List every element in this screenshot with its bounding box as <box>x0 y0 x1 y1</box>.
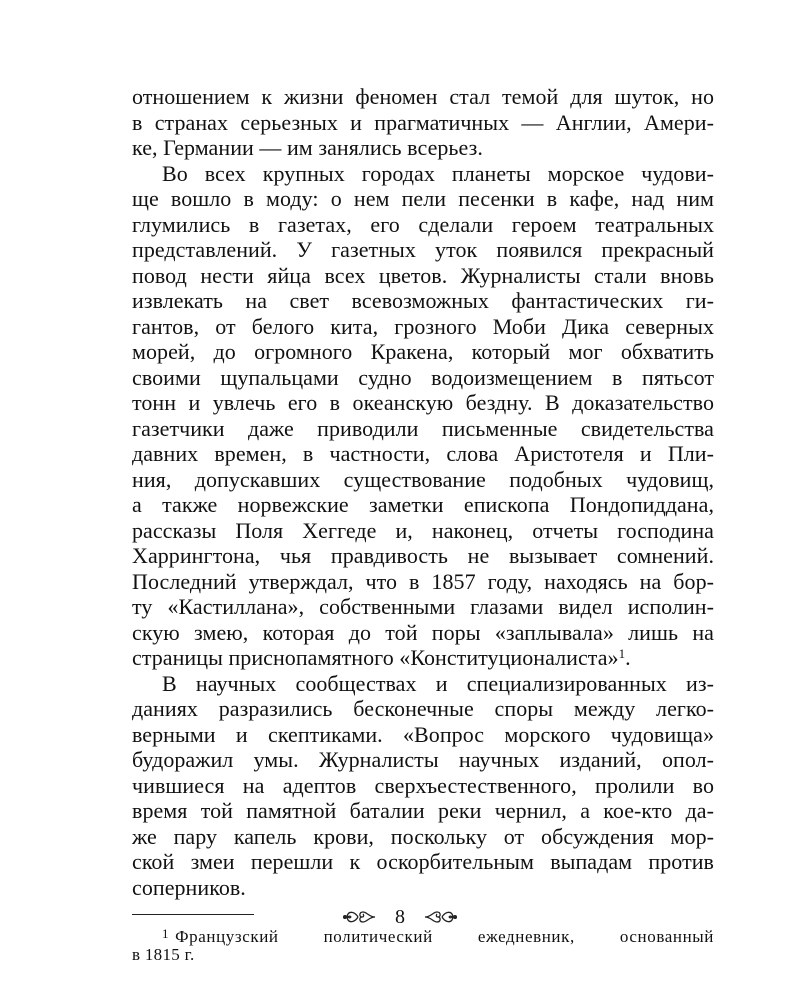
text-line: представлений. У газетных уток появился прекрасный <box>132 237 714 262</box>
text-line: глумились в газетах, его сделали героем театральных <box>132 211 714 237</box>
text-line-content: страницы приснопамятного «Конституционалиста» <box>132 645 619 670</box>
text-line: морей, до огромного Кракена, который мог обхватить <box>132 339 714 364</box>
text-line: Харрингтона, чья правдивость не вызывает сомнений. <box>132 543 714 568</box>
text-line: отношением к жизни феномен стал темой для шуток, но <box>132 84 714 109</box>
text-line: ке, Германии — им занялись всерьез. <box>132 135 483 160</box>
text-line: гантов, от белого кита, грозного Моби Дика северных <box>132 313 714 339</box>
text-line: повод нести яйца всех цветов. Журналисты стали вновь <box>132 262 714 288</box>
text-line: ния, допускавших существование подобных чудовищ, <box>132 466 714 492</box>
text-line: ской змеи перешли к оскорбительным выпадам против <box>132 849 714 874</box>
footnote-reference[interactable]: 1 <box>618 646 626 661</box>
text-line: даниях разразились бесконечные споры между легко- <box>132 696 714 721</box>
right-ornament-icon <box>423 908 457 926</box>
left-ornament-icon <box>343 908 377 926</box>
text-line: верными и скептиками. «Вопрос морского чудовища» <box>132 721 714 747</box>
text-line: будоражил умы. Журналисты научных изданий, опол- <box>132 747 714 772</box>
text-line: в странах серьезных и прагматичных — Англии, Амери- <box>132 109 714 135</box>
text-line: время той памятной баталии реки чернил, а кое-кто да- <box>132 798 714 823</box>
text-line-tail: . <box>625 645 631 670</box>
text-line: своими щупальцами судно водоизмещением в пятьсот <box>132 364 714 390</box>
text-line: Во всех крупных городах планеты морское чудови- <box>162 160 714 186</box>
footnote-line: в 1815 г. <box>132 945 195 964</box>
text-line: рассказы Поля Хеггеде и, наконец, отчеты господина <box>132 517 714 543</box>
text-line: чившиеся на адептов сверхъестественного, пролили во <box>132 772 714 798</box>
text-line <box>132 645 714 671</box>
footnote-marker: 1 <box>162 926 170 941</box>
page-number: 8 <box>395 906 405 928</box>
text-line: давних времен, в частности, слова Аристотеля и Пли- <box>132 441 714 466</box>
text-line: извлекать на свет всевозможных фантастических ги- <box>132 288 714 313</box>
page-body <box>132 84 714 965</box>
text-line: соперников. <box>132 874 246 900</box>
text-line: В научных сообществах и специализированных из- <box>162 670 714 696</box>
text-line: ту «Кастиллана», собственными глазами видел исполин- <box>132 594 714 619</box>
text-line: же пару капель крови, поскольку от обсуждения мор- <box>132 823 714 849</box>
text-line: скую змею, которая до той поры «заплывала» лишь на <box>132 619 714 645</box>
text-line: тонн и увлечь его в океанскую бездну. В доказательство <box>132 390 714 415</box>
text-line: а также норвежские заметки епископа Пондопиддана, <box>132 492 714 517</box>
text-line: газетчики даже приводили письменные свидетельства <box>132 415 714 441</box>
text-line: ще вошло в моду: о нем пели песенки в кафе, над ним <box>132 186 714 211</box>
text-line: Последний утверждал, что в 1857 году, находясь на бор- <box>132 568 714 594</box>
footnote-line: Французский политический ежедневник, основанный <box>175 927 714 946</box>
page-footer <box>0 905 800 929</box>
